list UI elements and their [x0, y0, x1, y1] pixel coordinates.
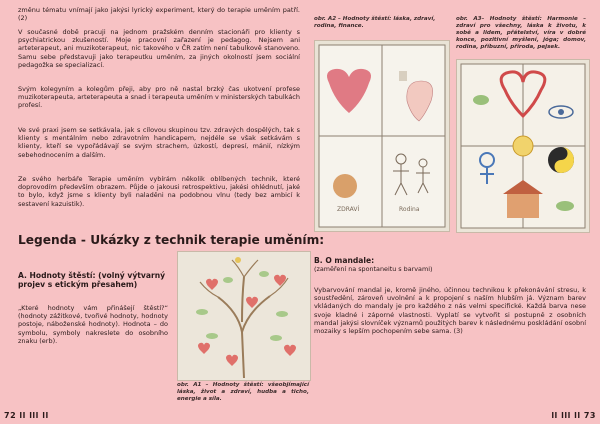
caption-a1: obr. A1 – Hodnoty štěstí: všeobjímající láska, život a zdraví, hudba a ticho, energie a síla.: [177, 382, 309, 402]
section-b-title: B. O mandale:: [314, 256, 375, 265]
caption-a3: obr. A3– Hodnoty štěstí: Harmonie – zdraví pro všechny, láska k životu, k sobě a lidem, přátelství, víra v dobré konce, pozitivní myšlení, jóga; domov, rodina, příbuzní, příroda, pejsek.: [456, 16, 586, 50]
drawing-a1: [177, 251, 311, 381]
svg-text:ZDRAVÍ: ZDRAVÍ: [337, 206, 360, 213]
section-b-subtitle: (zaměření na spontaneitu s barvami): [314, 265, 433, 273]
paragraph-clients: Ve své praxi jsem se setkávala, jak s cílovou skupinou tzv. zdravých dospělých, tak s klienty s mentálním nebo zdravotním handicapem, nejdéle se však setkávám s klienty, kteří se vypořádávají se svým strachem, úzkostí, depresí, mánií, nízkým sebehodnocením a dalším.: [18, 126, 300, 159]
tree-drawing: [178, 252, 310, 380]
caption-a2: obr. A2 – Hodnoty štěstí: láska, zdraví, rodina, finance.: [314, 16, 436, 29]
paragraph-herbarium: Ze svého herbáře Terapie uměním vybírám několik oblíbených technik, které doprovodím především obrazem. Půjde o jakousi retrospektivu, jakési ohlédnutí, jaké to bylo, když jsme s klienty byli naladěni na podobnou vlnu (tedy bez ambicí k sestavení kazuistik).: [18, 175, 300, 208]
legend-heading: Legenda - Ukázky z technik terapie uměním:: [18, 233, 325, 247]
drawing-a2: [314, 40, 450, 232]
section-a-text: „Které hodnoty vám přinášejí štěstí?“ (hodnoty zážitkové, tvořivé hodnoty, hodnoty postoje, náboženské hodnoty). Hodnota – do symbolu, symboly nakreslete do osobního znaku (erb).: [18, 304, 168, 345]
section-a-title: A. Hodnoty štěstí: (volný výtvarný projev s etickým přesahem): [18, 271, 166, 289]
intro-text: změnu tématu vnímají jako jakýsi lyrický experiment, který do terapie uměním patří.(2): [18, 6, 300, 23]
paragraph-practice: V současné době pracuji na jednom pražském denním stacionáři pro klienty s psychiatrickou zkušeností. Moje pracovní zařazení je pedagog. Nejsem ani arteterapeut, ani muzikoterapeut, nic takového v ČR zatím není tabulkově stanoveno. Samu sebe představuji jako terapeutku uměním, za jiných okolností jsem sociální pedagožka se specializací.: [18, 28, 300, 69]
drawing-a3: [456, 59, 590, 233]
page-number-left: 72 ll lll ll: [4, 411, 49, 420]
drawing-label-rodina: Rodina: [399, 206, 420, 213]
section-b-text: Vybarvování mandal je, kromě jiného, účinnou technikou k překonávání stresu, k soustředění, zároveň uvolnění a k propojení s naším hlubším já. Význam barev vkládaných do mandaly je pro každého z nás velmi specifické. Každá barva nese svoje kladné i záporné vlastnosti. Vyplatí se vytvořit si postupně z osobních mandal jakýsi slovníček významů použitých barev k následnému poskládání osobní mozaiky s lepším pochopením sebe sama. (3): [314, 286, 586, 336]
page-number-right: ll lll ll 73: [551, 411, 596, 420]
symbols-drawing: [457, 60, 589, 232]
paragraph-wish: Svým kolegyním a kolegům přeji, aby pro ně nastal brzký čas ukotvení profese muzikoterapeuta, arteterapeuta a snad i terapeuta uměním v ministerských tabulkách profesí.: [18, 85, 300, 110]
coat-of-arms-drawing: [315, 41, 449, 231]
